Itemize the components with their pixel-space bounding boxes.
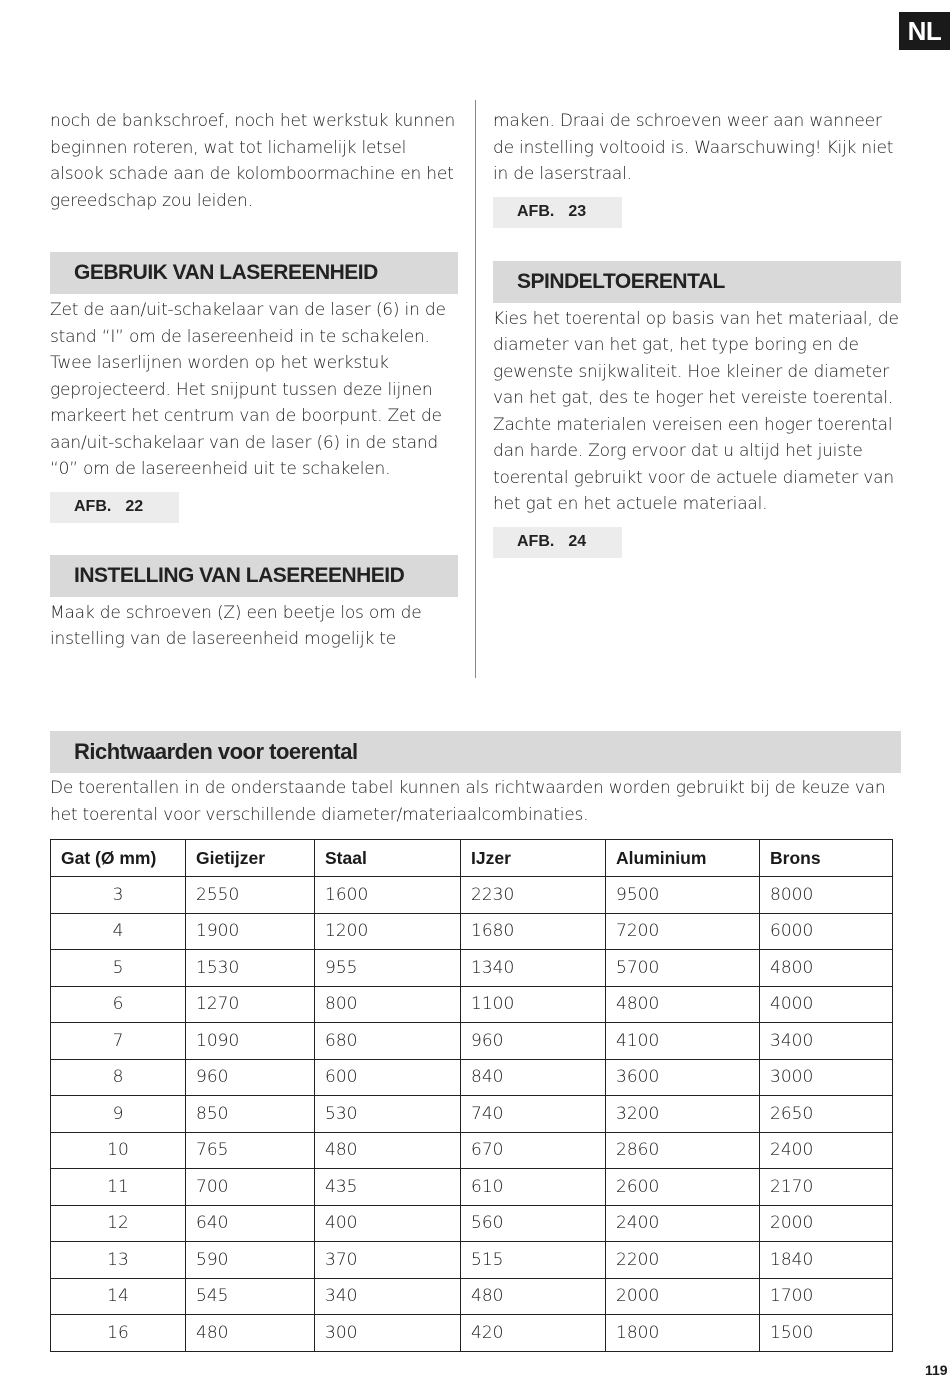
table-cell: 2000: [760, 1205, 893, 1242]
table-cell: 340: [315, 1278, 461, 1315]
table-cell: 4800: [760, 950, 893, 987]
table-cell: 560: [461, 1205, 606, 1242]
table-row: [51, 1132, 893, 1169]
table-cell: 370: [315, 1242, 461, 1279]
table-cell: 480: [186, 1315, 315, 1352]
table-cell: 1200: [315, 913, 461, 950]
page-number: 119: [925, 1362, 948, 1378]
column-header: Staal: [315, 840, 461, 877]
table-cell: 1100: [461, 986, 606, 1023]
section-heading-laser-adjustment: INSTELLING VAN LASEREENHEID: [50, 555, 458, 597]
table-cell: 2600: [606, 1169, 760, 1206]
table-cell: 14: [51, 1278, 186, 1315]
table-row: [51, 950, 893, 987]
table-cell: 7200: [606, 913, 760, 950]
table-cell: 590: [186, 1242, 315, 1279]
table-row: [51, 1059, 893, 1096]
table-cell: 2650: [760, 1096, 893, 1133]
table-cell: 5700: [606, 950, 760, 987]
table-cell: 12: [51, 1205, 186, 1242]
table-cell: 480: [461, 1278, 606, 1315]
table-cell: 670: [461, 1132, 606, 1169]
table-cell: 6000: [760, 913, 893, 950]
table-cell: 1090: [186, 1023, 315, 1060]
table-cell: 4: [51, 913, 186, 950]
table-cell: 740: [461, 1096, 606, 1133]
table-cell: 480: [315, 1132, 461, 1169]
table-cell: 640: [186, 1205, 315, 1242]
figure-label-24: [493, 527, 622, 558]
table-cell: 2000: [606, 1278, 760, 1315]
figure-prefix: AFB.: [517, 203, 555, 220]
table-cell: 1680: [461, 913, 606, 950]
table-cell: 1600: [315, 877, 461, 914]
table-row: [51, 1205, 893, 1242]
table-cell: 9500: [606, 877, 760, 914]
table-cell: 4000: [760, 986, 893, 1023]
table-cell: 2400: [760, 1132, 893, 1169]
table-cell: 955: [315, 950, 461, 987]
table-cell: 435: [315, 1169, 461, 1206]
table-cell: 1270: [186, 986, 315, 1023]
speed-table: [50, 839, 893, 1352]
column-header: Aluminium: [606, 840, 760, 877]
table-cell: 3: [51, 877, 186, 914]
table-row: [51, 1023, 893, 1060]
column-header: Gietijzer: [186, 840, 315, 877]
laser-use-paragraph: Zet de aan/uit-schakelaar van de laser (6) in de stand “I” om de lasereenheid in te schakelen. Twee laserlijnen worden op het werkstuk geprojecteerd. Het snijpunt tussen deze lijnen markeert het centrum van de boorpunt. Zet de aan/uit-schakelaar van de laser (6) in de stand “0” om de lasereenheid uit te schakelen.: [50, 300, 446, 479]
spindle-speed-paragraph: Kies het toerental op basis van het materiaal, de diameter van het gat, het type boring en de gewenste snijkwaliteit. Hoe kleiner de diameter van het gat, des te hoger het vereiste toerental. Zachte materialen vereisen een hoger toerental dan harde. Zorg ervoor dat u altijd het juiste toerental gebruikt voor de actuele diameter van het gat en het actuele materiaal.: [493, 308, 899, 514]
section-heading-speed-guidelines: Richtwaarden voor toerental: [50, 731, 901, 773]
table-cell: 515: [461, 1242, 606, 1279]
table-cell: 2400: [606, 1205, 760, 1242]
right-column: [493, 108, 901, 558]
table-cell: 300: [315, 1315, 461, 1352]
table-cell: 1530: [186, 950, 315, 987]
table-row: [51, 1169, 893, 1206]
table-cell: 4100: [606, 1023, 760, 1060]
table-cell: 545: [186, 1278, 315, 1315]
language-badge: NL: [899, 12, 950, 50]
figure-label-22: [50, 492, 179, 523]
speed-table-intro: De toerentallen in de onderstaande tabel kunnen als richtwaarden worden gebruikt bij de keuze van het toerental voor verschillende diameter/materiaalcombinaties.: [50, 778, 886, 825]
table-cell: 800: [315, 986, 461, 1023]
table-cell: 2170: [760, 1169, 893, 1206]
table-cell: 6: [51, 986, 186, 1023]
figure-number: 23: [568, 203, 587, 220]
table-cell: 960: [461, 1023, 606, 1060]
table-cell: 1700: [760, 1278, 893, 1315]
right-intro-paragraph: maken. Draai de schroeven weer aan wanneer de instelling voltooid is. Waarschuwing! Kijk niet in de laserstraal.: [493, 111, 894, 184]
column-header: Gat (Ø mm): [51, 840, 186, 877]
table-cell: 420: [461, 1315, 606, 1352]
table-cell: 13: [51, 1242, 186, 1279]
table-cell: 16: [51, 1315, 186, 1352]
table-row: [51, 1315, 893, 1352]
figure-number: 24: [568, 533, 587, 550]
section-heading-spindle-speed: SPINDELTOERENTAL: [493, 261, 901, 303]
left-column: [50, 108, 458, 653]
table-cell: 2200: [606, 1242, 760, 1279]
table-cell: 680: [315, 1023, 461, 1060]
table-cell: 8000: [760, 877, 893, 914]
table-cell: 1340: [461, 950, 606, 987]
table-cell: 700: [186, 1169, 315, 1206]
table-cell: 11: [51, 1169, 186, 1206]
figure-prefix: AFB.: [517, 533, 555, 550]
column-divider: [475, 100, 476, 678]
column-header: Brons: [760, 840, 893, 877]
column-header: IJzer: [461, 840, 606, 877]
table-row: [51, 877, 893, 914]
table-row: [51, 1096, 893, 1133]
table-row: [51, 1242, 893, 1279]
table-row: [51, 1278, 893, 1315]
table-cell: 8: [51, 1059, 186, 1096]
table-cell: 600: [315, 1059, 461, 1096]
table-cell: 2550: [186, 877, 315, 914]
laser-adjustment-paragraph: Maak de schroeven (Z) een beetje los om de instelling van de lasereenheid mogelijk te: [50, 602, 422, 649]
table-cell: 1840: [760, 1242, 893, 1279]
table-row: [51, 986, 893, 1023]
table-cell: 1900: [186, 913, 315, 950]
left-intro-paragraph: noch de bankschroef, noch het werkstuk kunnen beginnen roteren, wat tot lichamelijk letsel alsook schade aan de kolomboormachine en het gereedschap zou leiden.: [50, 111, 456, 211]
table-cell: 765: [186, 1132, 315, 1169]
table-cell: 3200: [606, 1096, 760, 1133]
table-cell: 7: [51, 1023, 186, 1060]
table-cell: 960: [186, 1059, 315, 1096]
table-cell: 4800: [606, 986, 760, 1023]
table-cell: 2230: [461, 877, 606, 914]
figure-number: 22: [125, 498, 144, 515]
figure-label-23: [493, 197, 622, 228]
table-header-row: [51, 840, 893, 877]
table-cell: 400: [315, 1205, 461, 1242]
table-cell: 1800: [606, 1315, 760, 1352]
speed-table-section: [50, 731, 901, 828]
table-cell: 840: [461, 1059, 606, 1096]
table-row: [51, 913, 893, 950]
section-heading-laser-use: GEBRUIK VAN LASEREENHEID: [50, 252, 458, 294]
table-cell: 850: [186, 1096, 315, 1133]
table-cell: 2860: [606, 1132, 760, 1169]
table-cell: 610: [461, 1169, 606, 1206]
table-cell: 3400: [760, 1023, 893, 1060]
table-cell: 10: [51, 1132, 186, 1169]
table-cell: 1500: [760, 1315, 893, 1352]
table-cell: 9: [51, 1096, 186, 1133]
table-cell: 530: [315, 1096, 461, 1133]
table-cell: 3000: [760, 1059, 893, 1096]
table-cell: 3600: [606, 1059, 760, 1096]
figure-prefix: AFB.: [74, 498, 112, 515]
table-cell: 5: [51, 950, 186, 987]
